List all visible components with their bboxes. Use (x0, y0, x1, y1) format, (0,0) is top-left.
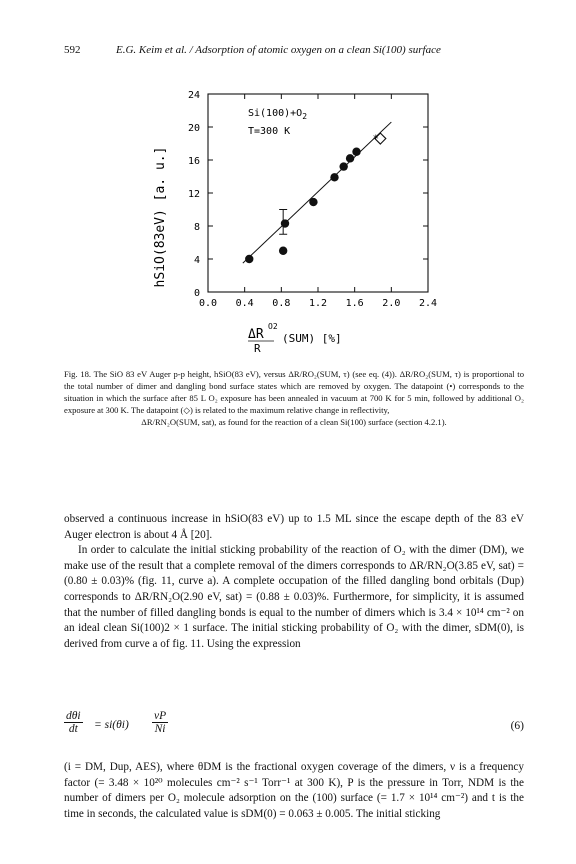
data-point (309, 198, 317, 206)
y-axis-label: hSiO(83eV) [a. u.] (153, 146, 168, 288)
x-tick-label: 2.0 (382, 298, 401, 309)
y-tick-label: 12 (187, 189, 200, 200)
y-tick-label: 4 (193, 255, 200, 266)
figure-18-chart (150, 82, 450, 352)
eq-rhs-numerator: νP (154, 710, 167, 722)
x-label-denominator: R (254, 342, 261, 352)
annotation-line1-text: Si(100)+O (248, 108, 303, 119)
fit-line (243, 122, 392, 263)
data-point (279, 247, 287, 255)
plot-frame (208, 94, 428, 292)
data-point (330, 173, 338, 181)
x-tick-label: 0.4 (235, 298, 254, 309)
data-point (352, 148, 360, 156)
data-marks (243, 122, 392, 263)
figure-caption (64, 368, 524, 428)
x-label-delta-r: ΔR (248, 327, 264, 342)
x-tick-label: 2.4 (418, 298, 438, 309)
paragraph-3: (i = DM, Dup, AES), where θDM is the fractional oxygen coverage of the dimers, ν is a frequency factor (= 3.48 × 10²⁰ molecules cm⁻² s⁻¹ Torr⁻¹ at 300 K), P is the pressure in Torr, NDM is the number of dimers per O₂ molecule adsorption on the (100) surface (= 1.7 × 10¹⁴ cm⁻²) and t is the time in seconds, the calculated value is sDM(0) = 0.063 ± 0.005. The initial sticking (64, 761, 524, 820)
x-label-superscript: O2 (268, 322, 278, 331)
y-tick-labels (188, 90, 200, 299)
annotation-line2: T=300 K (248, 126, 291, 137)
x-label-unit: (SUM) [%] (282, 332, 342, 345)
y-tick-label: 20 (187, 123, 200, 134)
eq-lhs-fraction (64, 710, 83, 735)
star-point: * (372, 132, 380, 146)
y-tick-label: 24 (187, 90, 200, 101)
paragraph-1: observed a continuous increase in hSiO(83 eV) up to 1.5 ML since the escape depth of the 83 eV Auger electron is about 4 Å [20]. (64, 513, 524, 541)
y-tick-label: 8 (193, 222, 200, 233)
body-text-continued (64, 760, 524, 822)
equation-number: (6) (510, 720, 524, 732)
data-point (346, 154, 354, 162)
caption-last-line: ΔR/RN₂O(SUM, sat), as found for the reaction of a clean Si(100) surface (section 4.2.1). (141, 417, 447, 427)
data-point (281, 219, 289, 227)
x-tick-label: 0.8 (272, 298, 291, 309)
plot-axes (208, 94, 428, 292)
annotation-line1 (248, 108, 307, 121)
x-tick-label: 0.0 (198, 298, 218, 309)
body-text (64, 512, 524, 652)
y-tick-label: 0 (193, 288, 200, 299)
eq-rhs-denominator: Ni (154, 723, 166, 735)
data-point (339, 162, 347, 170)
eq-rhs-fraction (152, 710, 168, 735)
x-tick-labels (199, 298, 437, 309)
annotation-line1-subscript: 2 (302, 112, 308, 121)
eq-middle: = si(θi) (94, 719, 129, 731)
y-tick-label: 16 (187, 156, 200, 167)
eq-lhs-denominator: dt (68, 723, 78, 735)
paragraph-2: In order to calculate the initial sticking probability of the reaction of O₂ with the dimer (DM), we make use of the result that a complete removal of the dimers corresponds to ΔR/RN₂O(3.85 eV, sat) = (0.80 ± 0.03)% (fig. 11, curve a). A complete occupation of the filled dangling bond orbitals (Dup) corresponds to ΔR/RN₂O(2.90 eV, sat) = (0.88 ± 0.03)%. Furthermore, for simplicity, it is assumed that the number of filled dangling bonds is equal to the number of dimers which is 3.4 × 10¹⁴ cm⁻² on an ideal clean Si(100)2 × 1 surface. The initial sticking probability of O₂ with the dimer, sDM(0), is derived from curve a of fig. 11. Using the expression (64, 544, 524, 650)
caption-text: Fig. 18. The SiO 83 eV Auger p-p height, hSiO(83 eV), versus ΔR/RO₂(SUM, τ) (see eq. (4)). ΔR/RO₂(SUM, τ) is proportional to the total number of dimer and dangling bond surface states which are removed by oxygen. The datapoint (•) corresponds to the situation in which the surface after 85 L O₂ exposure has been annealed in vacuum at 700 K for 5 min, followed by additional O₂ exposure at 300 K. The datapoint (◇) is related to the maximum relative change in reflectivity, (64, 369, 524, 415)
running-head: E.G. Keim et al. / Adsorption of atomic oxygen on a clean Si(100) surface (116, 44, 441, 56)
eq-lhs-numerator: dθi (66, 710, 81, 722)
x-tick-label: 1.2 (308, 298, 328, 309)
equation-6 (64, 710, 524, 750)
data-point (245, 255, 253, 263)
x-tick-label: 1.6 (345, 298, 364, 309)
x-axis-label (248, 322, 342, 352)
page-number: 592 (64, 44, 81, 56)
